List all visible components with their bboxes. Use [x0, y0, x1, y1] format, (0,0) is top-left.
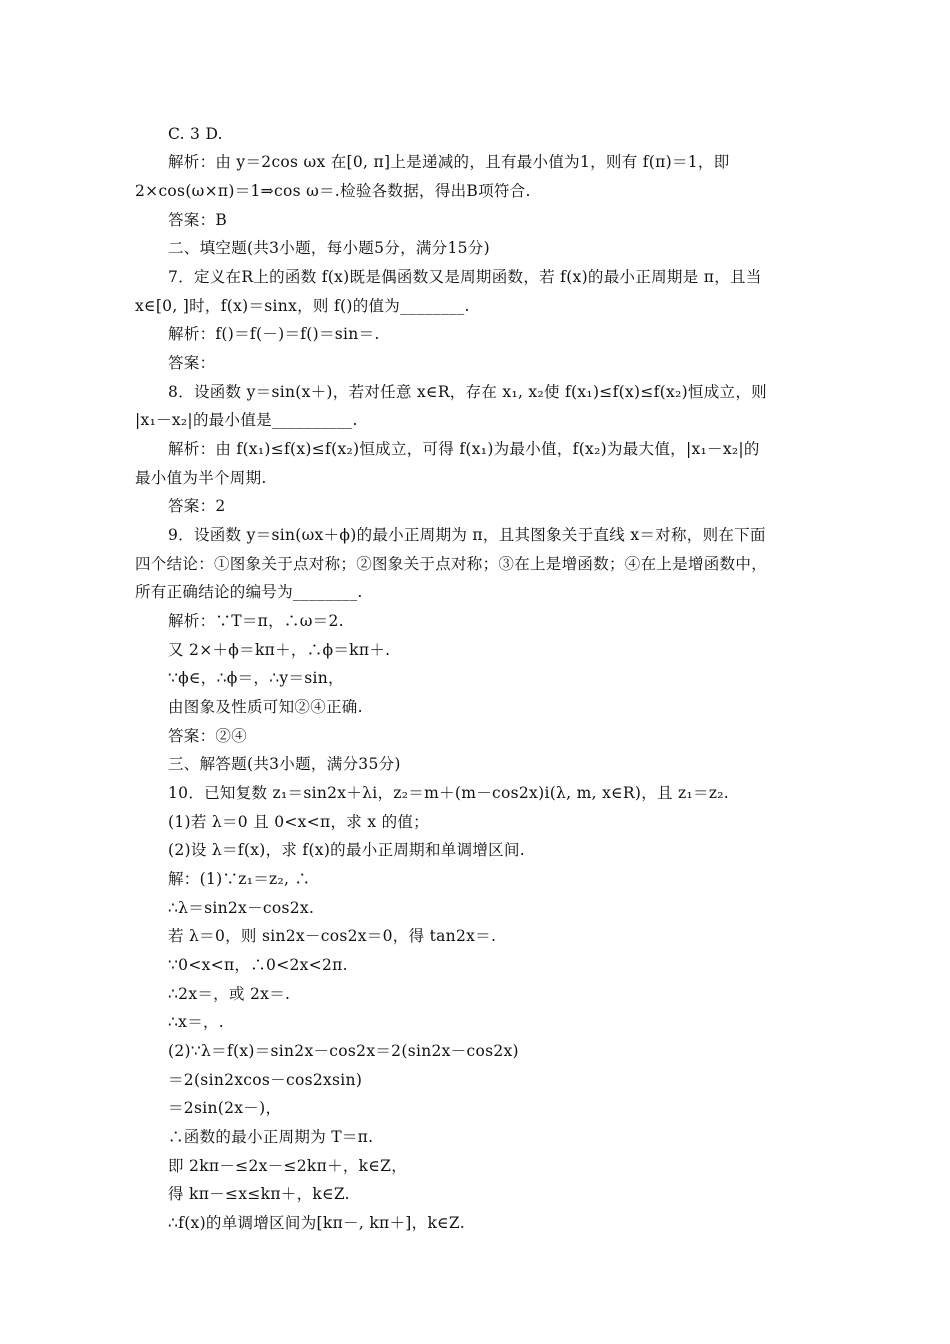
analysis-line: 2×cos(ω×π)＝1⇒cos ω＝.检验各数据，得出B项符合.: [135, 182, 531, 200]
option-line-c-d: C. 3 D.: [168, 125, 223, 143]
analysis-line: 由图象及性质可知②④正确.: [168, 698, 363, 716]
solution-line: ∴λ＝sin2x－cos2x.: [168, 899, 315, 917]
analysis-line: 最小值为半个周期.: [135, 469, 267, 487]
answer-line: 答案：②④: [168, 727, 248, 745]
solution-line: ∴f(x)的单调增区间为[kπ－, kπ＋]，k∈Z.: [168, 1214, 465, 1232]
analysis-line: 解析：∵T＝π，∴ω＝2.: [168, 612, 344, 630]
analysis-line: 又 2×＋ϕ＝kπ＋，∴ϕ＝kπ＋.: [168, 641, 391, 659]
solution-line: ＝2(sin2xcos－cos2xsin): [168, 1071, 363, 1089]
solution-line: 解：(1)∵z₁＝z₂, ∴: [168, 870, 311, 888]
question-10-line: 10．已知复数 z₁＝sin2x＋λi，z₂＝m＋(m－cos2x)i(λ, m, x∈R)，且 z₁＝z₂.: [168, 784, 730, 802]
solution-line: 得 kπ－≤x≤kπ＋，k∈Z.: [168, 1185, 350, 1203]
analysis-line: ∵ϕ∈，∴ϕ＝，∴y＝sin，: [168, 669, 344, 687]
answer-line: 答案：B: [168, 211, 228, 229]
solution-line: ∴函数的最小正周期为 T＝π.: [168, 1128, 374, 1146]
analysis-line: 解析：由 y＝2cos ωx 在[0, π]上是递减的，且有最小值为1，则有 f(π)＝1，即: [168, 153, 730, 171]
question-9-line: 9．设函数 y＝sin(ωx＋ϕ)的最小正周期为 π，且其图象关于直线 x＝对称，则在下面: [168, 526, 766, 544]
question-9-line: 所有正确结论的编号为________.: [135, 583, 363, 601]
question-8-line: 8．设函数 y＝sin(x＋)，若对任意 x∈R，存在 x₁, x₂使 f(x₁)≤f(x)≤f(x₂)恒成立，则: [168, 383, 767, 401]
section-heading: 三、解答题(共3小题，满分35分): [168, 755, 401, 773]
question-7-line: 7．定义在R上的函数 f(x)既是偶函数又是周期函数，若 f(x)的最小正周期是 π，且当: [168, 268, 762, 286]
analysis-line: 解析：f()＝f(－)＝f()＝sin＝.: [168, 325, 380, 343]
answer-line: 答案：: [168, 354, 216, 372]
solution-line: ＝2sin(2x－)，: [168, 1099, 282, 1117]
question-10-line: (1)若 λ＝0 且 0<x<π，求 x 的值；: [168, 813, 429, 831]
answer-line: 答案：2: [168, 497, 226, 515]
section-heading: 二、填空题(共3小题，每小题5分，满分15分): [168, 239, 490, 257]
solution-line: ∵0<x<π，∴0<2x<2π.: [168, 956, 348, 974]
solution-line: 若 λ＝0，则 sin2x－cos2x＝0，得 tan2x＝.: [168, 927, 497, 945]
question-7-line: x∈[0, ]时，f(x)＝sinx，则 f()的值为________.: [135, 297, 470, 315]
analysis-line: 解析：由 f(x₁)≤f(x)≤f(x₂)恒成立，可得 f(x₁)为最小值，f(x₂)为最大值，|x₁－x₂|的: [168, 440, 760, 458]
question-9-line: 四个结论：①图象关于点对称；②图象关于点对称；③在上是增函数；④在上是增函数中，: [135, 555, 768, 573]
question-8-line: |x₁－x₂|的最小值是__________.: [135, 411, 358, 429]
solution-line: ∴x＝，.: [168, 1013, 225, 1031]
solution-line: ∴2x＝，或 2x＝.: [168, 985, 291, 1003]
question-10-line: (2)设 λ＝f(x)，求 f(x)的最小正周期和单调增区间.: [168, 841, 526, 859]
solution-line: (2)∵λ＝f(x)＝sin2x－cos2x＝2(sin2x－cos2x): [168, 1042, 519, 1060]
solution-line: 即 2kπ－≤2x－≤2kπ＋，k∈Z，: [168, 1157, 408, 1175]
